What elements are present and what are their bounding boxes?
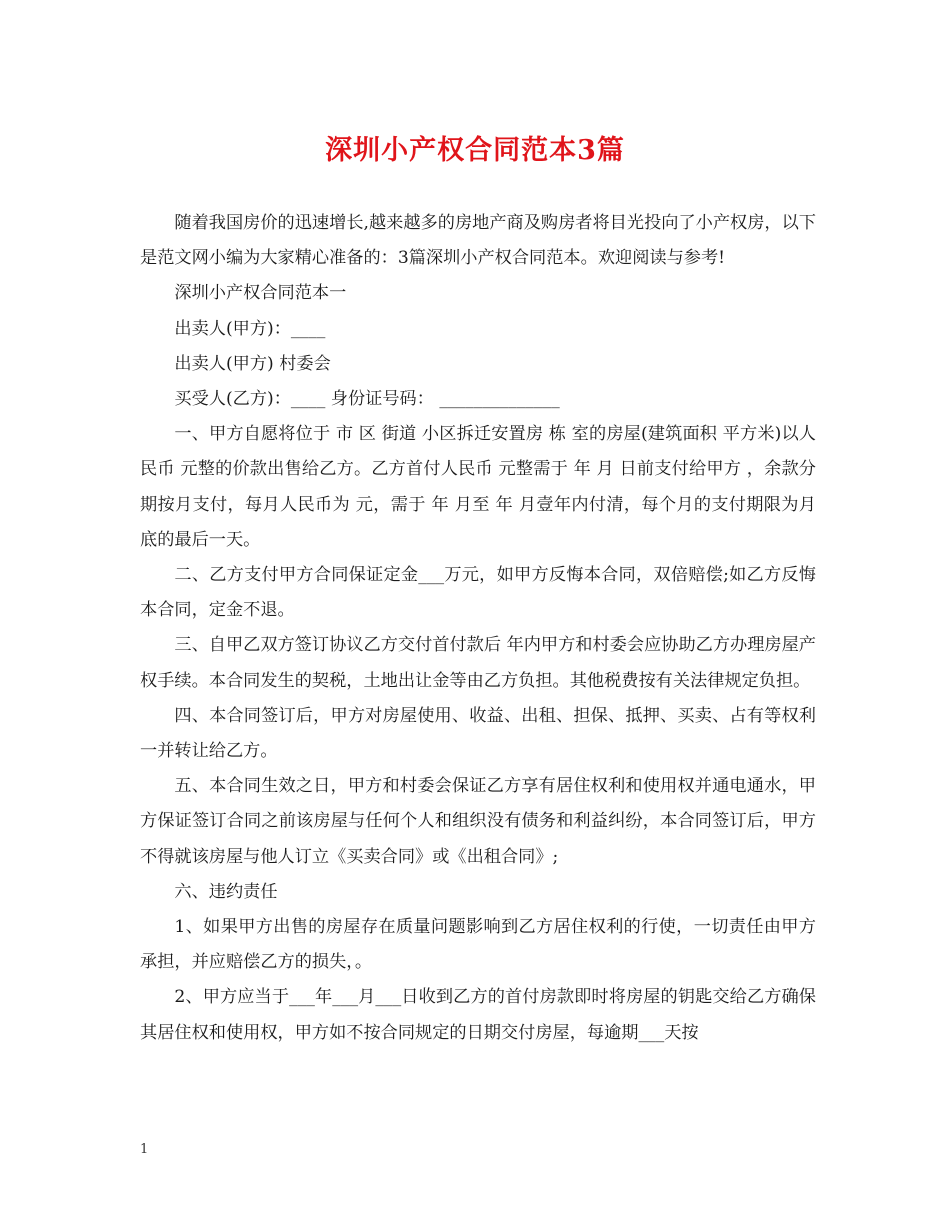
document-title: 深圳小产权合同范本3篇	[325, 135, 625, 166]
paragraph-clause-2: 二、乙方支付甲方合同保证定金___万元，如甲方反悔本合同，双倍赔偿;如乙方反悔本合同，定金不退。	[140, 565, 816, 621]
paragraph-clause-6-heading: 六、违约责任	[174, 881, 278, 902]
paragraph-clause-5: 五、本合同生效之日，甲方和村委会保证乙方享有居住权利和使用权并通电通水，甲方保证签订合同之前该房屋与任何个人和组织没有债务和利益纠纷，本合同签订后，甲方不得就该房屋与他人订立《买卖合同》或《出租合同》;	[140, 776, 816, 867]
paragraph-seller: 出卖人(甲方)：____	[174, 318, 326, 339]
paragraph-clause-6-item-1: 1、如果甲方出售的房屋存在质量问题影响到乙方居住权利的行使，一切责任由甲方承担，并应赔偿乙方的损失，。	[140, 917, 816, 973]
paragraph-seller-committee: 出卖人(甲方) 村委会	[174, 353, 331, 374]
paragraph-buyer: 买受人(乙方)：____ 身份证号码： ______________	[174, 389, 560, 410]
paragraph-section-heading: 深圳小产权合同范本一	[174, 283, 347, 304]
document-body	[140, 206, 816, 1051]
paragraph-clause-4: 四、本合同签订后，甲方对房屋使用、收益、出租、担保、抵押、买卖、占有等权利一并转让给乙方。	[140, 705, 816, 762]
paragraph-clause-3: 三、自甲乙双方签订协议乙方交付首付款后 年内甲方和村委会应协助乙方办理房屋产权手续。本合同发生的契税，土地出让金等由乙方负担。其他税费按有关法律规定负担。	[140, 635, 816, 691]
paragraph-intro: 随着我国房价的迅速增长,越来越多的房地产商及购房者将目光投向了小产权房，以下是范文网小编为大家精心准备的：3篇深圳小产权合同范本。欢迎阅读与参考!	[140, 213, 816, 269]
paragraph-clause-1: 一、甲方自愿将位于 市 区 街道 小区拆迁安置房 栋 室的房屋(建筑面积 平方米)以人民币 元整的价款出售给乙方。乙方首付人民币 元整需于 年 月 日前支付给甲方 ，余款分期按月支付，每月人民币为 元，需于 年 月至 年 月壹年内付清，每个月的支付期限为月底的最后一天。	[140, 424, 816, 550]
paragraph-clause-6-item-2: 2、甲方应当于___年___月___日收到乙方的首付房款即时将房屋的钥匙交给乙方确保其居住权和使用权，甲方如不按合同规定的日期交付房屋，每逾期___天按	[140, 987, 816, 1043]
page-number: 1	[140, 1142, 149, 1157]
